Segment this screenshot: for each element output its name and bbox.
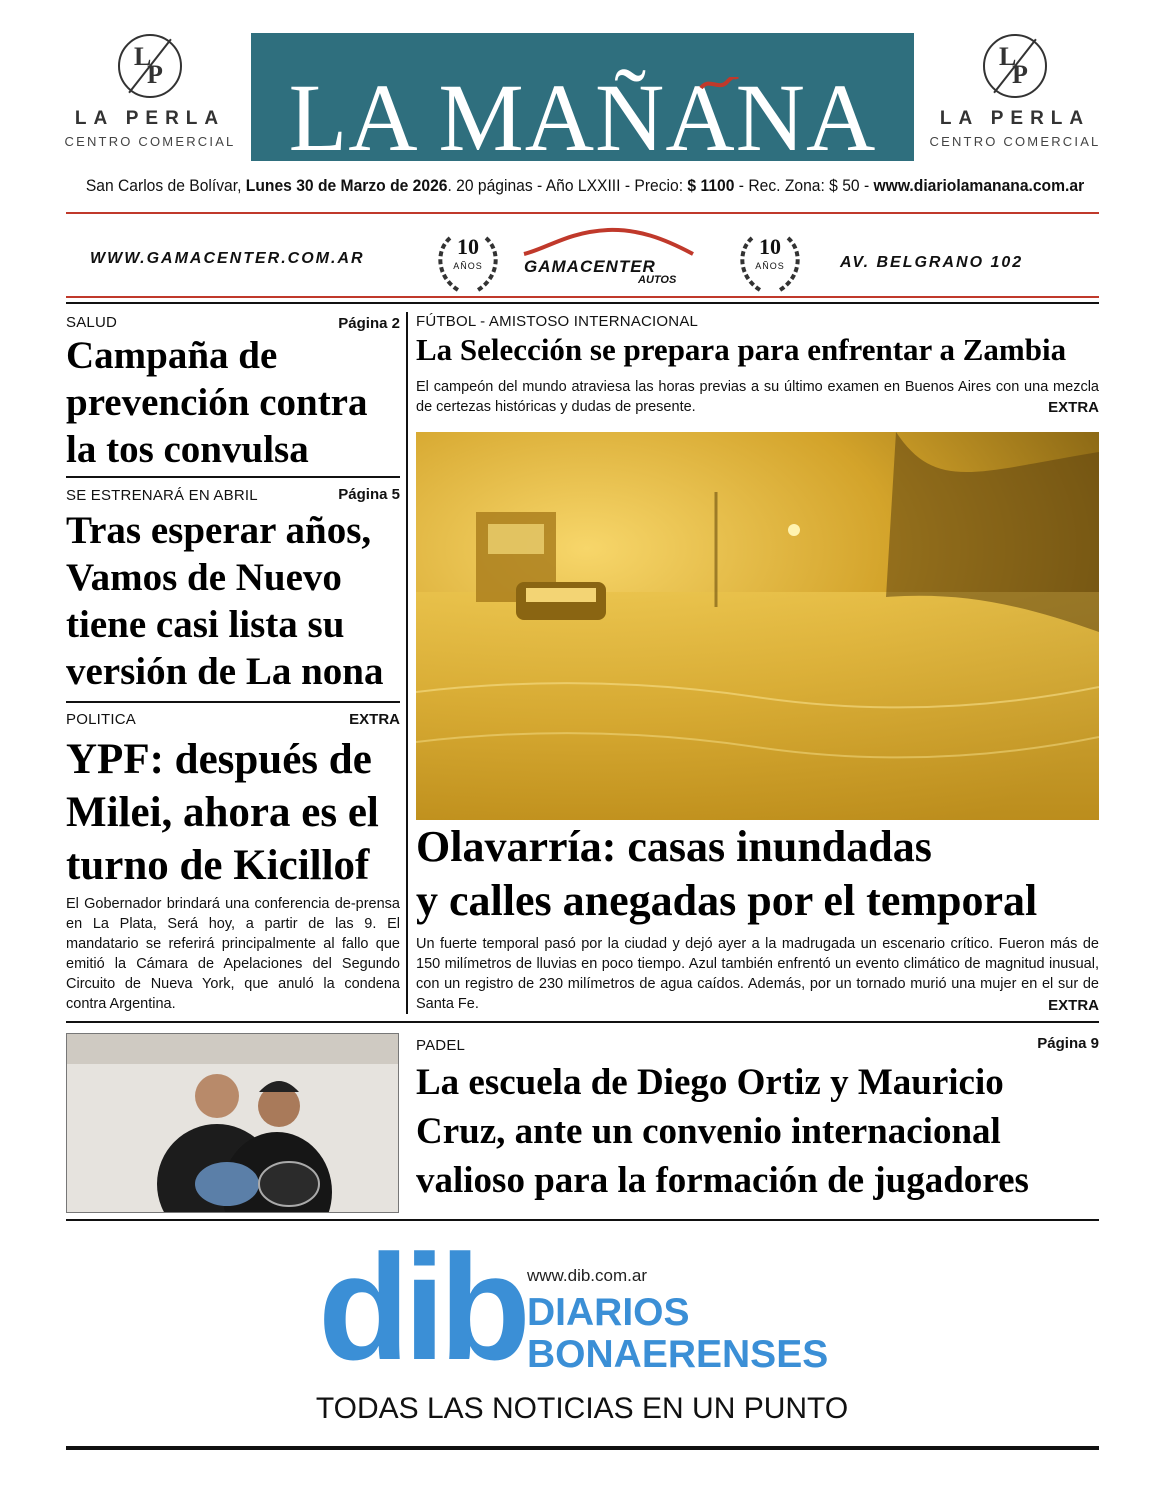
site-link[interactable]: www.diariolamanana.com.ar (873, 176, 1085, 195)
flood-photo[interactable] (416, 432, 1099, 820)
newspaper-title: LA MAÑANA (288, 64, 877, 171)
headline-ypf[interactable]: YPF: después de Milei, ahora es el turno de Kicillof (66, 736, 379, 889)
lp-monogram-icon: L P (983, 34, 1047, 98)
divider (66, 701, 400, 703)
headline-vamos-de-nuevo[interactable]: Tras esperar años, Vamos de Nuevo tiene casi lista su versión de La nona (66, 509, 384, 693)
issue-price: $ 1100 (687, 176, 735, 195)
divider (66, 1021, 1099, 1023)
headline-seleccion[interactable]: La Selección se prepara para enfrentar a Zambia (416, 332, 1067, 367)
tilde-accent-icon (699, 77, 739, 91)
divider (66, 1219, 1099, 1221)
la-perla-sub: CENTRO COMERCIAL (929, 134, 1101, 149)
issue-date: Lunes 30 de Marzo de 2026 (245, 176, 448, 195)
divider (66, 302, 1099, 304)
divider (66, 296, 1099, 298)
headline-tos-convulsa[interactable]: Campaña de prevención contra la tos convulsa (66, 334, 368, 471)
la-perla-sub: CENTRO COMERCIAL (64, 134, 236, 149)
ad-address: AV. BELGRANO 102 (840, 254, 1024, 271)
la-perla-logo-right (920, 34, 1110, 149)
ad-url[interactable]: WWW.GAMACENTER.COM.AR (90, 250, 365, 267)
dib-line1: DIARIOS (527, 1291, 690, 1334)
dib-line2: BONAERENSES (527, 1333, 829, 1376)
section-kicker: POLITICA (66, 711, 136, 728)
page-ref[interactable]: EXTRA (349, 711, 400, 728)
car-silhouette-icon (518, 226, 698, 256)
story-body: Un fuerte temporal pasó por la ciudad y dejó ayer a la madrugada un escenario crítico. Fueron más de 150 milímetros de lluvias en poco tiempo. Azul también enfrentó un evento climático de magnitud inusual, con un registro de 230 milímetros de agua caídos. Además, por un tornado murió una mujer en el sur de Santa Fe. (416, 936, 1099, 1012)
divider (66, 476, 400, 478)
column-divider (406, 312, 408, 1014)
la-perla-logo-left (55, 34, 245, 149)
section-kicker: PADEL (416, 1037, 466, 1054)
page-ref[interactable]: Página 9 (1037, 1035, 1099, 1052)
lp-monogram-icon: L P (118, 34, 182, 98)
padel-photo[interactable] (66, 1033, 399, 1213)
page-ref[interactable]: Página 5 (338, 486, 400, 503)
story-body: El Gobernador brindará una conferencia de-prensa en La Plata, Será hoy, a partir de las 9. El mandatario se referirá principalmente al fallo que emitió la Cámara de Apelaciones del Segundo Circuito de Nueva York, que anuló la condena contra Argentina. (66, 896, 400, 1012)
la-perla-name: LA PERLA (939, 108, 1091, 129)
anniversary-badge-icon: 10 AÑOS (428, 228, 508, 298)
dateline: San Carlos de Bolívar, Lunes 30 de Marzo de 2026. 20 páginas - Año LXXIII - Precio: $ 1100 - Rec. Zona: $ 50 - www.diariolamanana.com.ar (85, 176, 1085, 195)
headline-olavarria[interactable]: Olavarría: casas inundadas y calles anegadas por el temporal (416, 822, 1038, 925)
dib-tagline: TODAS LAS NOTICIAS EN UN PUNTO (315, 1392, 849, 1425)
footer-rule (66, 1446, 1099, 1450)
page-ref[interactable]: EXTRA (1048, 997, 1099, 1014)
gamacenter-logo: GAMACENTER AUTOS (518, 226, 698, 290)
page-ref[interactable]: Página 2 (338, 315, 400, 332)
dib-url[interactable]: www.dib.com.ar (527, 1266, 647, 1285)
section-kicker: SALUD (66, 314, 118, 331)
section-kicker: SE ESTRENARÁ EN ABRIL (66, 487, 258, 504)
headline-padel[interactable]: La escuela de Diego Ortiz y Mauricio Cruz, ante un convenio internacional valioso para la formación de jugadores (416, 1062, 1029, 1201)
page-ref[interactable]: EXTRA (1048, 399, 1099, 416)
story-body: El campeón del mundo atraviesa las horas previas a su último examen en Buenos Aires con una mezcla de certezas históricas y dudas de presente. (416, 379, 1099, 415)
dib-logo[interactable]: dib (318, 1223, 525, 1391)
anniversary-badge-icon: 10 AÑOS (730, 228, 810, 298)
la-perla-name: LA PERLA (74, 108, 226, 129)
masthead-title-box (251, 33, 914, 171)
section-kicker: FÚTBOL - AMISTOSO INTERNACIONAL (416, 313, 699, 330)
divider (66, 212, 1099, 214)
